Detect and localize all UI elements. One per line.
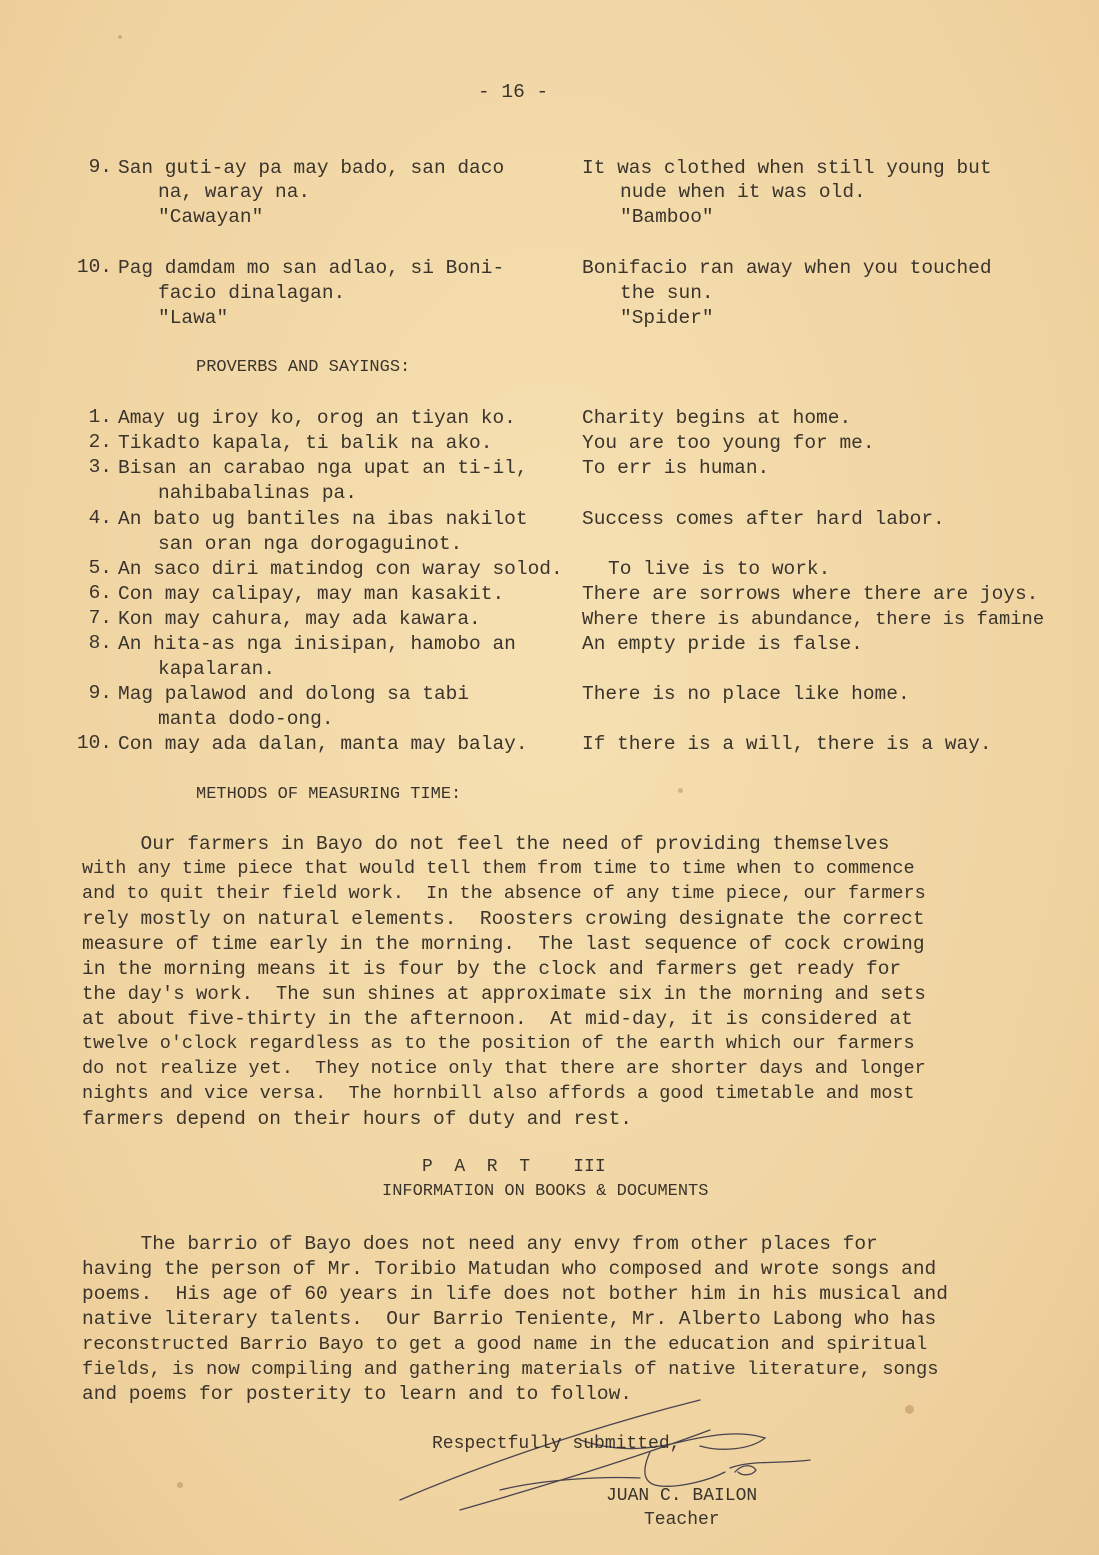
time-paragraph-line: do not realize yet. They notice only that there are shorter days and longer — [82, 1058, 926, 1079]
proverb-english: There are sorrows where there are joys. — [582, 583, 1039, 605]
proverb-number: 9. — [88, 682, 112, 704]
riddle-english-answer: "Bamboo" — [620, 206, 714, 228]
proverb-english: To live is to work. — [608, 558, 831, 580]
proverb-native: Con may calipay, may man kasakit. — [118, 583, 505, 605]
riddle-number: 9. — [88, 156, 112, 178]
signer-title: Teacher — [644, 1510, 720, 1530]
paper-stain — [678, 788, 683, 793]
riddle-native-answer: "Lawa" — [158, 307, 229, 329]
riddle-english-line: It was clothed when still young but — [582, 157, 992, 179]
proverb-native: An saco diri matindog con waray solod. — [118, 558, 563, 580]
time-paragraph-line: Our farmers in Bayo do not feel the need of providing themselves — [82, 833, 890, 855]
books-paragraph-line: The barrio of Bayo does not need any envy from other places for — [82, 1233, 878, 1255]
riddle-english-line: Bonifacio ran away when you touched — [582, 257, 992, 279]
books-paragraph-line: poems. His age of 60 years in life does not bother him in his musical and — [82, 1283, 948, 1305]
books-paragraph-line: and poems for posterity to learn and to follow. — [82, 1383, 632, 1405]
books-paragraph-line: reconstructed Barrio Bayo to get a good name in the education and spiritual — [82, 1333, 928, 1355]
riddle-english-line: nude when it was old. — [620, 181, 866, 203]
proverb-english: Where there is abundance, there is famine — [582, 608, 1045, 630]
section-heading-proverbs: PROVERBS AND SAYINGS: — [196, 358, 411, 377]
part-title: P A R T III — [422, 1157, 606, 1177]
time-paragraph-line: the day's work. The sun shines at approximate six in the morning and sets — [82, 983, 926, 1005]
time-paragraph-line: farmers depend on their hours of duty and rest. — [82, 1108, 632, 1130]
books-paragraph-line: having the person of Mr. Toribio Matudan who composed and wrote songs and — [82, 1258, 937, 1280]
books-paragraph-line: fields, is now compiling and gathering materials of native literature, songs — [82, 1358, 939, 1380]
section-heading-time: METHODS OF MEASURING TIME: — [196, 785, 462, 804]
proverb-native: Amay ug iroy ko, orog an tiyan ko. — [118, 407, 516, 429]
time-paragraph-line: nights and vice versa. The hornbill also affords a good timetable and most — [82, 1083, 915, 1104]
part-subtitle: INFORMATION ON BOOKS & DOCUMENTS — [382, 1182, 709, 1201]
proverb-number: 5. — [88, 557, 112, 579]
time-paragraph-line: and to quit their field work. In the absence of any time piece, our farmers — [82, 883, 926, 904]
riddle-number: 10. — [76, 256, 112, 278]
time-paragraph-line: measure of time early in the morning. The last sequence of cock crowing — [82, 933, 925, 955]
proverb-native: Bisan an carabao nga upat an ti-il, — [118, 457, 528, 479]
proverb-native: nahibabalinas pa. — [158, 482, 357, 504]
closing-text: Respectfully submitted, — [432, 1434, 681, 1454]
proverb-english: Success comes after hard labor. — [582, 508, 945, 530]
page-number: - 16 - — [478, 81, 549, 103]
riddle-native-line: facio dinalagan. — [158, 282, 346, 304]
proverb-english: If there is a will, there is a way. — [582, 733, 992, 755]
proverb-number: 6. — [88, 582, 112, 604]
proverb-native: kapalaran. — [158, 658, 276, 680]
time-paragraph-line: rely mostly on natural elements. Roosters crowing designate the correct — [82, 908, 925, 930]
riddle-native-line: na, waray na. — [158, 181, 311, 203]
riddle-native-line: San guti-ay pa may bado, san daco — [118, 157, 505, 179]
proverb-native: An bato ug bantiles na ibas nakilot — [118, 508, 528, 530]
paper-stain — [118, 35, 122, 39]
paper-stain — [905, 1405, 914, 1414]
proverb-native: Tikadto kapala, ti balik na ako. — [118, 432, 493, 454]
proverb-native: An hita-as nga inisipan, hamobo an — [118, 633, 516, 655]
time-paragraph-line: with any time piece that would tell them from time to time when to commence — [82, 858, 915, 879]
signer-name: JUAN C. BAILON — [606, 1486, 758, 1506]
time-paragraph-line: twelve o'clock regardless as to the position of the earth which our farmers — [82, 1033, 915, 1054]
proverb-number: 4. — [88, 507, 112, 529]
proverb-native: Con may ada dalan, manta may balay. — [118, 733, 528, 755]
books-paragraph-line: native literary talents. Our Barrio Teniente, Mr. Alberto Labong who has — [82, 1308, 937, 1330]
proverb-english: You are too young for me. — [582, 432, 875, 454]
riddle-native-line: Pag damdam mo san adlao, si Boni- — [118, 257, 505, 279]
proverb-number: 1. — [88, 406, 112, 428]
proverb-number: 2. — [88, 431, 112, 453]
proverb-native: manta dodo-ong. — [158, 708, 334, 730]
proverb-native: Mag palawod and dolong sa tabi — [118, 683, 470, 705]
proverb-english: Charity begins at home. — [582, 407, 852, 429]
proverb-number: 8. — [88, 632, 112, 654]
proverb-number: 3. — [88, 456, 112, 478]
paper-stain — [177, 1482, 183, 1488]
time-paragraph-line: at about five-thirty in the afternoon. At mid-day, it is considered at — [82, 1008, 913, 1030]
proverb-english: An empty pride is false. — [582, 633, 863, 655]
proverb-native: Kon may cahura, may ada kawara. — [118, 608, 481, 630]
time-paragraph-line: in the morning means it is four by the clock and farmers get ready for — [82, 958, 902, 980]
proverb-english: To err is human. — [582, 457, 770, 479]
riddle-english-line: the sun. — [620, 282, 714, 304]
proverb-english: There is no place like home. — [582, 683, 910, 705]
riddle-english-answer: "Spider" — [620, 307, 714, 329]
proverb-native: san oran nga dorogaguinot. — [158, 533, 463, 555]
proverb-number: 7. — [88, 607, 112, 629]
riddle-native-answer: "Cawayan" — [158, 206, 264, 228]
proverb-number: 10. — [76, 732, 112, 754]
